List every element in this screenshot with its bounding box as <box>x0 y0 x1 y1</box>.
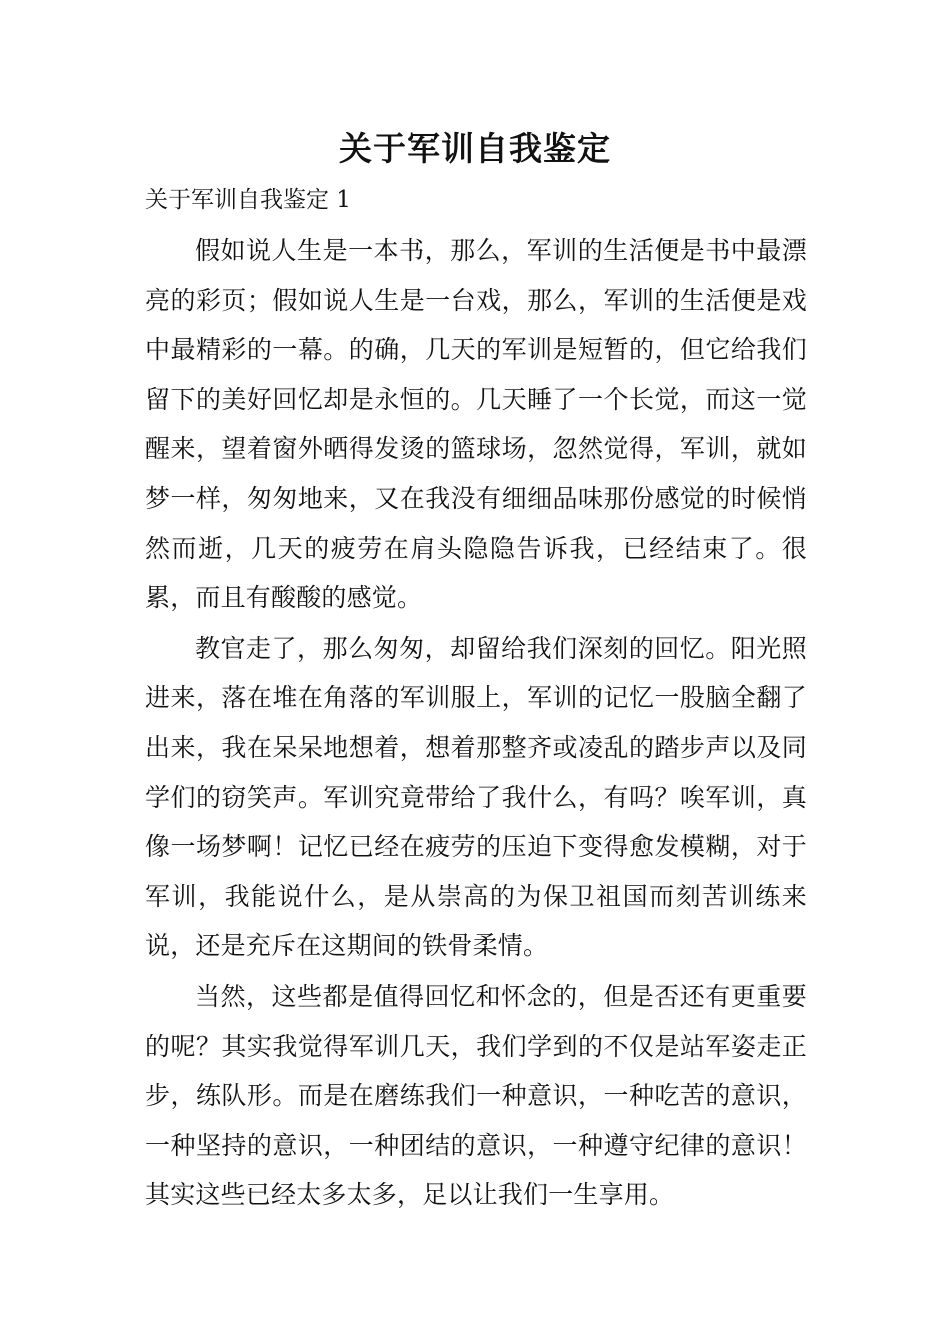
paragraph-2: 教官走了，那么匆匆，却留给我们深刻的回忆。阳光照进来，落在堆在角落的军训服上，军训的记忆一股脑全翻了出来，我在呆呆地想着，想着那整齐或凌乱的踏步声以及同学们的窃笑声。军训究竟带给了我什么，有吗？唉军训，真像一场梦啊！记忆已经在疲劳的压迫下变得愈发模糊，对于军训，我能说什么，是从崇高的为保卫祖国而刻苦训练来说，还是充斥在这期间的铁骨柔情。 <box>145 633 807 961</box>
paragraph-1: 假如说人生是一本书，那么，军训的生活便是书中最漂亮的彩页；假如说人生是一台戏，那么，军训的生活便是戏中最精彩的一幕。的确，几天的军训是短暂的，但它给我们留下的美好回忆却是永恒的。几天睡了一个长觉，而这一觉醒来，望着窗外晒得发烫的篮球场，忽然觉得，军训，就如梦一样，匆匆地来，又在我没有细细品味那份感觉的时候悄然而逝，几天的疲劳在肩头隐隐告诉我，已经结束了。很累，而且有酸酸的感觉。 <box>145 236 807 613</box>
paragraph-3: 当然，这些都是值得回忆和怀念的，但是否还有更重要的呢？其实我觉得军训几天，我们学到的不仅是站军姿走正步，练队形。而是在磨练我们一种意识，一种吃苦的意识，一种坚持的意识，一种团结的意识，一种遵守纪律的意识！其实这些已经太多太多，足以让我们一生享用。 <box>145 981 807 1210</box>
document-title: 关于军训自我鉴定 <box>339 129 611 168</box>
document-body <box>145 226 807 1220</box>
section-heading: 关于军训自我鉴定 1 <box>145 187 351 213</box>
